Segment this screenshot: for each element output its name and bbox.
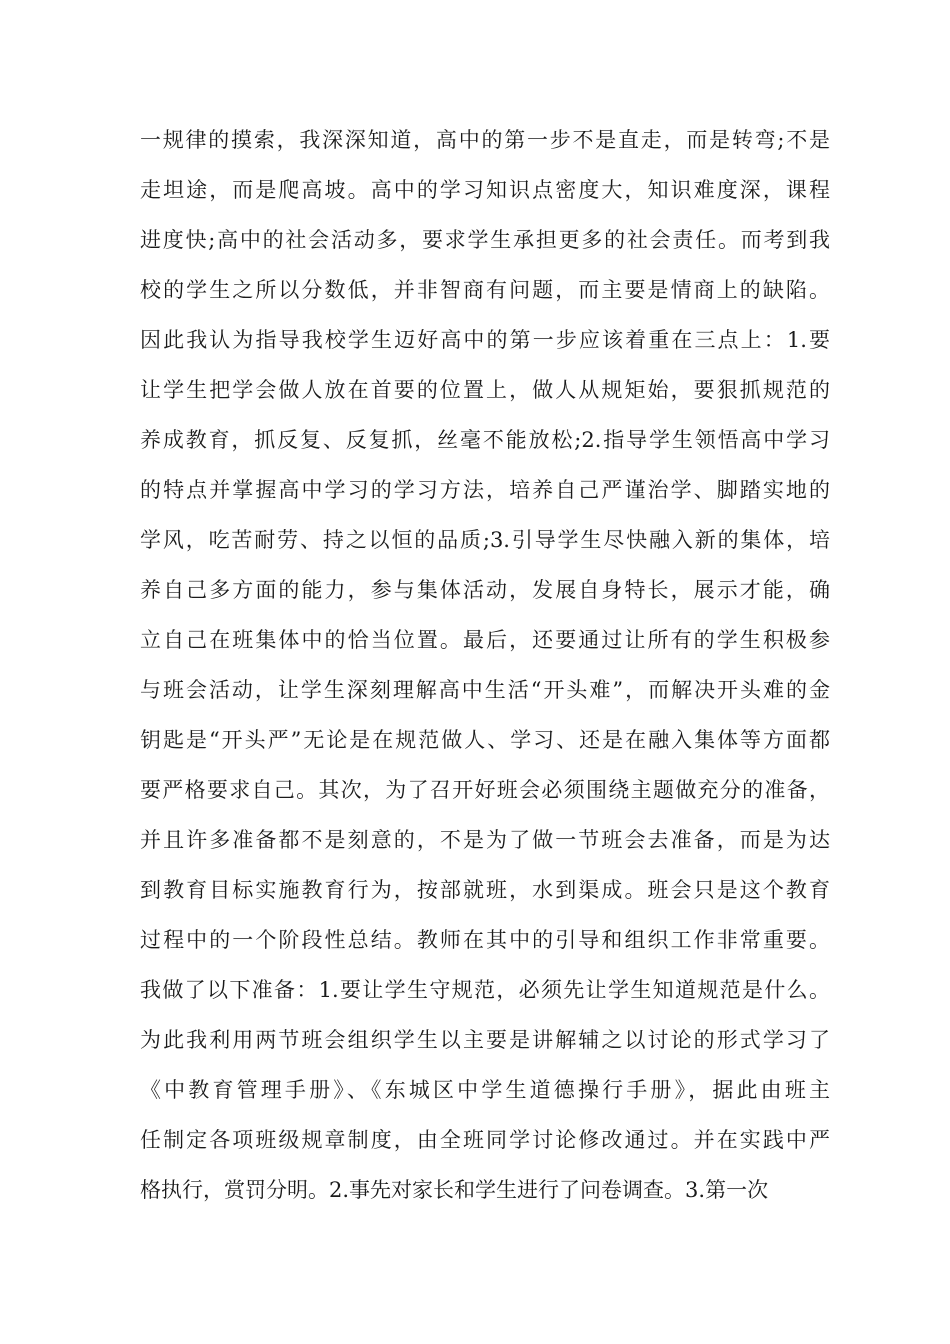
text-line: 养自己多方面的能力，参与集体活动，发展自身特长，展示才能，确 xyxy=(140,578,830,602)
text-line: 要严格要求自己。其次，为了召开好班会必须围绕主题做充分的准备， xyxy=(140,778,830,802)
text-line: 的特点并掌握高中学习的学习方法，培养自己严谨治学、脚踏实地的 xyxy=(140,478,830,502)
text-line: 一规律的摸索，我深深知道，高中的第一步不是直走，而是转弯;不是 xyxy=(140,128,830,152)
text-line: 校的学生之所以分数低，并非智商有问题，而主要是情商上的缺陷。 xyxy=(140,278,830,302)
text-line: 立自己在班集体中的恰当位置。最后，还要通过让所有的学生积极参 xyxy=(140,628,830,652)
text-line: 过程中的一个阶段性总结。教师在其中的引导和组织工作非常重要。 xyxy=(140,928,830,952)
text-line: 钥匙是“开头严”无论是在规范做人、学习、还是在融入集体等方面都 xyxy=(140,728,830,752)
text-line: 走坦途，而是爬高坡。高中的学习知识点密度大，知识难度深，课程 xyxy=(140,178,830,202)
text-line: 我做了以下准备：1.要让学生守规范，必须先让学生知道规范是什么。 xyxy=(140,978,830,1002)
text-line: 与班会活动，让学生深刻理解高中生活“开头难”，而解决开头难的金 xyxy=(140,678,830,702)
text-line: 因此我认为指导我校学生迈好高中的第一步应该着重在三点上：1.要 xyxy=(140,328,830,352)
text-line: 为此我利用两节班会组织学生以主要是讲解辅之以讨论的形式学习了 xyxy=(140,1028,830,1052)
text-line: 进度快;高中的社会活动多，要求学生承担更多的社会责任。而考到我 xyxy=(140,228,830,252)
text-line: 格执行，赏罚分明。2.事先对家长和学生进行了问卷调查。3.第一次 xyxy=(140,1178,769,1202)
text-line: 任制定各项班级规章制度，由全班同学讨论修改通过。并在实践中严 xyxy=(140,1128,830,1152)
text-line: 《中教育管理手册》、《东城区中学生道德操行手册》，据此由班主 xyxy=(140,1078,830,1102)
text-line: 学风，吃苦耐劳、持之以恒的品质;3.引导学生尽快融入新的集体，培 xyxy=(140,528,830,552)
text-line: 养成教育，抓反复、反复抓，丝毫不能放松;2.指导学生领悟高中学习 xyxy=(140,428,830,452)
text-line: 到教育目标实施教育行为，按部就班，水到渠成。班会只是这个教育 xyxy=(140,878,830,902)
body-text xyxy=(140,120,830,1220)
text-line: 并且许多准备都不是刻意的，不是为了做一节班会去准备，而是为达 xyxy=(140,828,830,852)
text-line: 让学生把学会做人放在首要的位置上，做人从规矩始，要狠抓规范的 xyxy=(140,378,830,402)
